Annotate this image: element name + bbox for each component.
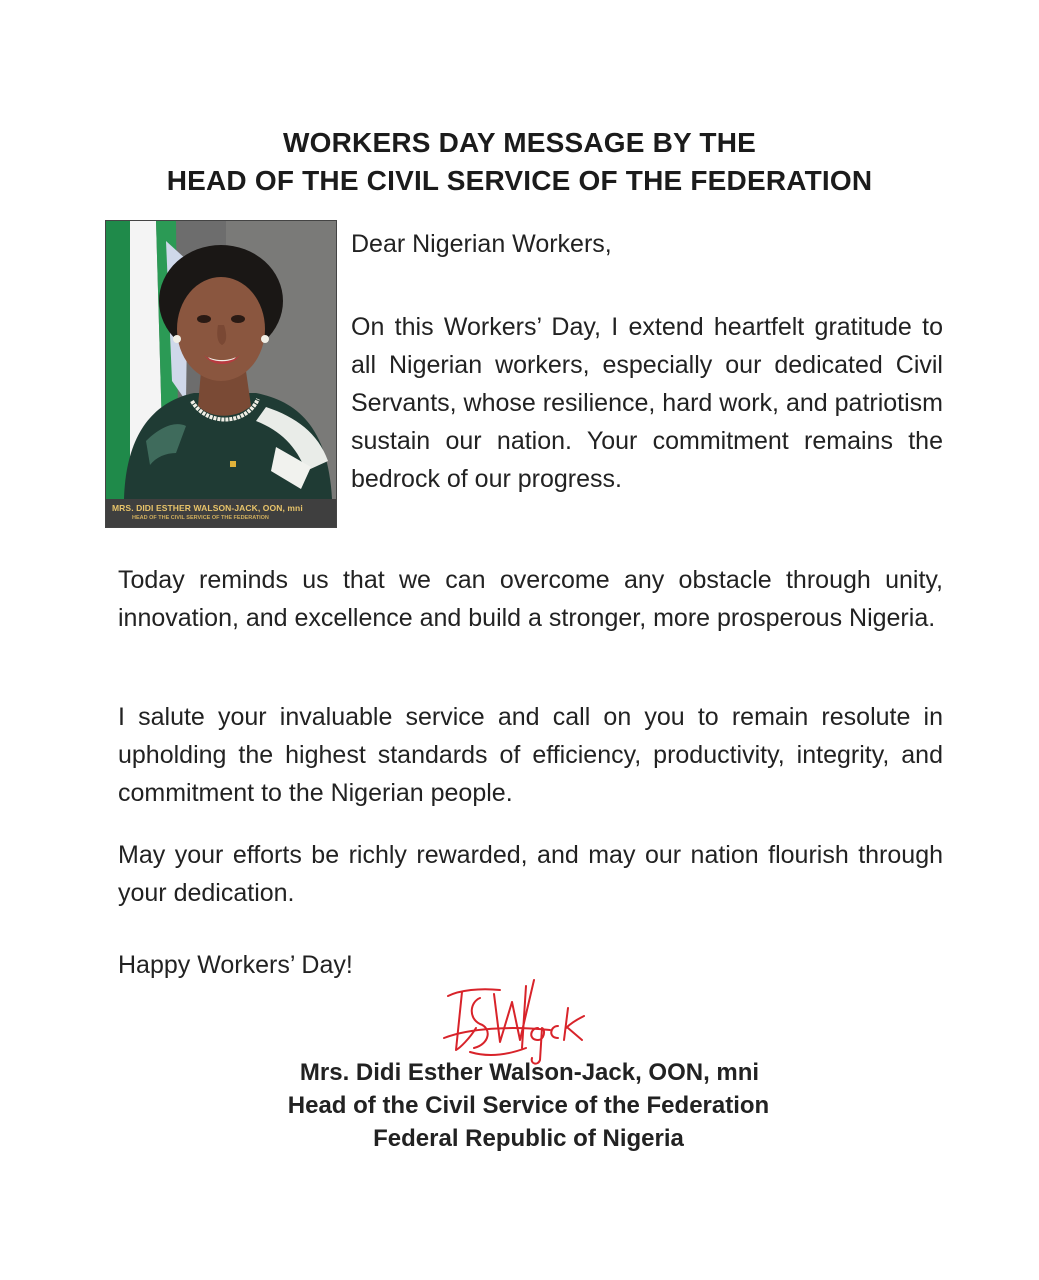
title-line-2: HEAD OF THE CIVIL SERVICE OF THE FEDERATION <box>166 165 873 196</box>
title-line-1: WORKERS DAY MESSAGE BY THE <box>283 127 756 158</box>
paragraph-1: On this Workers’ Day, I extend heartfelt gratitude to all Nigerian workers, especially our dedicated Civil Servants, whose resilience, hard work, and patriotism sustain our nation. Your commitment remains the bedrock of our progress. <box>351 313 943 493</box>
handwritten-signature <box>430 968 610 1068</box>
portrait-caption <box>106 499 336 527</box>
signatory-organization: Federal Republic of Nigeria <box>373 1125 684 1152</box>
signatory-block <box>0 1056 1039 1155</box>
paragraph-3: I salute your invaluable service and call on you to remain resolute in upholding the highest standards of efficiency, productivity, integrity, and commitment to the Nigerian people. <box>118 703 943 807</box>
portrait-illustration <box>106 221 336 527</box>
document-title <box>0 124 1039 200</box>
signatory-position: Head of the Civil Service of the Federation <box>287 1092 770 1119</box>
signatory-name: Mrs. Didi Esther Walson-Jack, OON, mni <box>299 1059 760 1086</box>
closing-line: Happy Workers’ Day! <box>118 951 353 979</box>
caption-name: MRS. DIDI ESTHER WALSON-JACK, OON, mni <box>112 503 303 513</box>
caption-title: HEAD OF THE CIVIL SERVICE OF THE FEDERATION <box>132 515 269 521</box>
paragraph-4: May your efforts be richly rewarded, and may our nation flourish through your dedication. <box>118 841 943 907</box>
portrait-photo <box>105 220 337 528</box>
greeting: Dear Nigerian Workers, <box>351 230 612 258</box>
paragraph-2: Today reminds us that we can overcome any obstacle through unity, innovation, and excellence and build a stronger, more prosperous Nigeria. <box>118 566 943 632</box>
